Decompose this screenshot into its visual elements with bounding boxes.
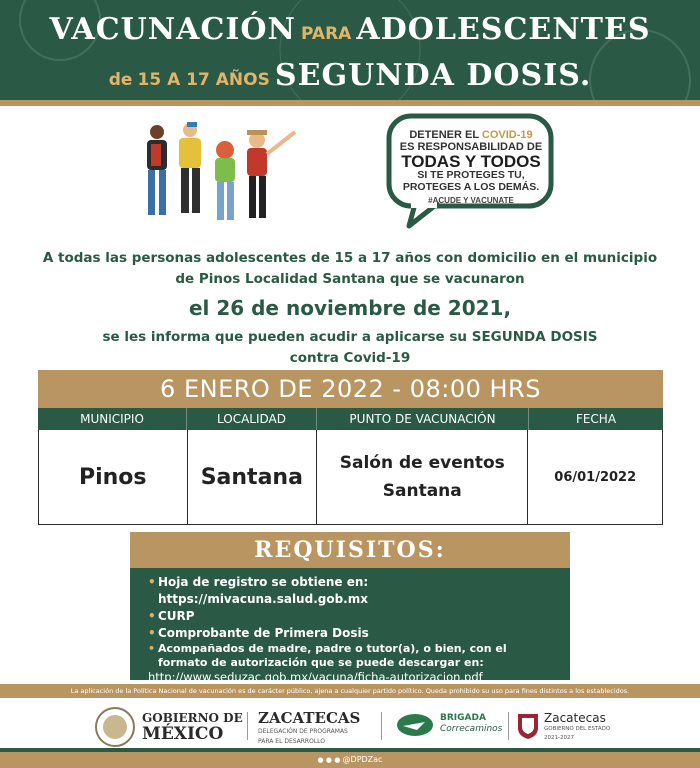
title-word-vacunacion: VACUNACIÓN: [49, 12, 296, 47]
title-word-para: PARA: [301, 24, 352, 44]
title-age-range: 15 A 17 AÑOS: [137, 70, 270, 90]
mexico-coat-of-arms-icon: [94, 706, 136, 748]
note-text: [30, 327, 670, 369]
note-line-1: se les informa que pueden acudir a aplicarse su SEGUNDA DOSIS: [102, 329, 598, 345]
header-punto: PUNTO DE VACUNACIÓN: [317, 408, 529, 430]
bubble-line-4: SI TE PROTEGES TU,: [417, 169, 525, 181]
gobierno-mexico-logo: [142, 710, 243, 742]
bubble-hashtag: #ACUDE Y VACUNATE: [428, 196, 514, 205]
authorization-form-link[interactable]: http://www.seduzac.gob.mx/vacuna/ficha-autorizacion.pdf: [148, 670, 483, 684]
bubble-line-2: ES RESPONSABILIDAD DE: [399, 140, 543, 153]
periodo-text: 2021-2027: [544, 735, 574, 741]
correcaminos-text: Correcaminos: [440, 724, 503, 734]
first-dose-date: el 26 de noviembre de 2021,: [188, 296, 512, 320]
list-item: • CURP: [148, 608, 556, 625]
logo-divider: [508, 712, 509, 740]
title-line-1: [0, 12, 700, 47]
note-line-2: contra Covid-19: [289, 350, 411, 366]
bubble-line-1-start: DETENER EL: [409, 129, 482, 141]
gobierno-text: GOBIERNO DE: [142, 711, 243, 725]
social-icons: ● ● ●: [317, 756, 343, 764]
desarrollo-text: PARA EL DESARROLLO: [258, 738, 326, 745]
cell-localidad: Santana: [188, 430, 318, 524]
cell-punto-line-2: Santana: [382, 481, 462, 501]
list-item: • Hoja de registro se obtiene en: https://mivacuna.salud.gob.mx: [148, 574, 556, 608]
teenagers-illustration: [135, 120, 305, 230]
bubble-covid: COVID-19: [481, 129, 533, 141]
gobierno-estado-text: GOBIERNO DEL ESTADO: [544, 726, 611, 732]
bubble-line-3: TODAS Y TODOS: [401, 152, 541, 171]
cell-punto: [317, 430, 528, 524]
brigada-logo: [440, 713, 502, 735]
bubble-message: [395, 130, 547, 207]
title-segunda-dosis: SEGUNDA DOSIS.: [274, 58, 592, 93]
logo-divider: [381, 712, 382, 740]
social-handle[interactable]: @DPDZac: [342, 755, 383, 764]
zacatecas-shield-icon: [516, 712, 540, 740]
zacatecas-text: ZACATECAS: [258, 709, 361, 727]
title-line-2: [0, 58, 700, 93]
header-banner: [0, 0, 700, 100]
table-header-row: [38, 408, 663, 430]
mexico-text: MÉXICO: [142, 724, 224, 744]
zacatecas-estado-text: Zacatecas: [544, 711, 606, 725]
bubble-line-1: [395, 130, 547, 142]
requirements-title: REQUISITOS:: [130, 532, 570, 568]
gobierno-zacatecas-logo: [544, 711, 610, 743]
intro-line-1: A todas las personas adolescentes de 15 a 17 años con domicilio en el municipio: [42, 250, 658, 266]
bubble-line-5: PROTEGES A LOS DEMÁS.: [402, 180, 540, 193]
table-row: [38, 430, 663, 525]
header-localidad: LOCALIDAD: [187, 408, 317, 430]
list-item: • Comprobante de Primera Dosis: [148, 625, 556, 642]
cell-fecha: 06/01/2022: [554, 469, 637, 485]
cell-municipio: Pinos: [39, 430, 188, 524]
political-disclaimer: La aplicación de la Política Nacional de vacunación es de carácter público, ajena a cualquier partido político. Queda prohibido su uso para fines distintos a los establecidos.: [0, 684, 700, 698]
intro-line-2: de Pinos Localidad Santana que se vacunaron: [175, 271, 525, 287]
title-word-adolescentes: ADOLESCENTES: [356, 12, 651, 47]
brigada-icon: [395, 712, 435, 738]
header-divider: [0, 100, 700, 106]
header-municipio: MUNICIPIO: [38, 408, 187, 430]
list-item: • Acompañados de madre, padre o tutor(a), o bien, con el formato de autorización que se puede descargar en:: [148, 642, 556, 670]
logo-divider: [247, 712, 248, 740]
delegacion-text: DELEGACIÓN DE PROGRAMAS: [258, 728, 348, 735]
cell-punto-line-1: Salón de eventos: [339, 453, 505, 473]
requirements-list: [130, 568, 570, 684]
header-fecha: FECHA: [575, 412, 617, 426]
title-word-de: de: [108, 70, 133, 90]
institutional-logos: [0, 700, 700, 752]
brigada-text: BRIGADA: [440, 713, 486, 723]
intro-text: [30, 248, 670, 290]
footer-bar: [0, 752, 700, 768]
vaccination-table: [38, 408, 663, 525]
event-date-banner: 6 ENERO DE 2022 - 08:00 HRS: [38, 370, 663, 408]
zacatecas-delegacion-logo: [258, 710, 360, 747]
